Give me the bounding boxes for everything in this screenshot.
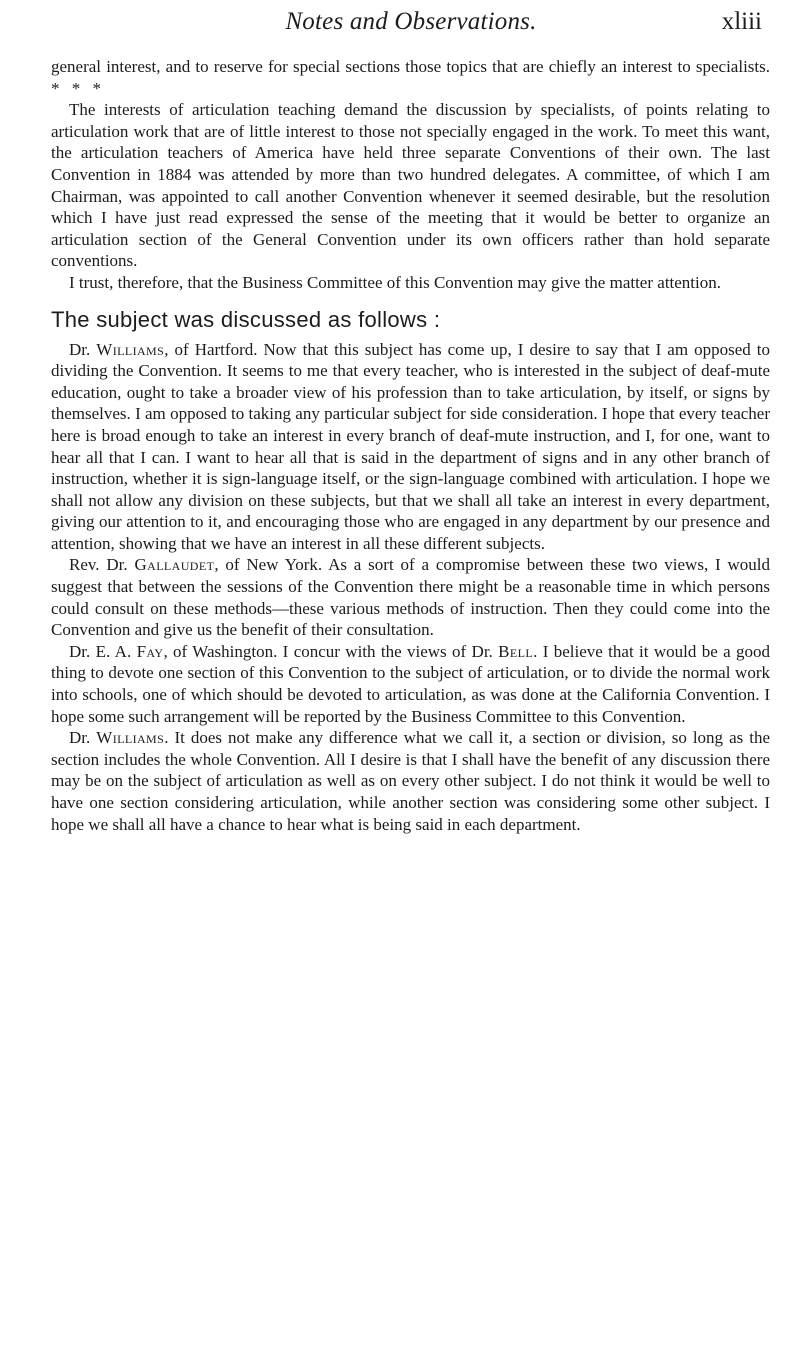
speaker-prefix: Dr.	[69, 339, 97, 359]
speaker-name: Williams	[96, 339, 165, 359]
speaker-name: Fay	[136, 641, 164, 661]
speaker-prefix: Dr.	[69, 728, 97, 748]
body-text	[51, 56, 770, 835]
speaker-reference: Bell	[498, 641, 534, 661]
running-title: Notes and Observations.	[285, 8, 537, 35]
speech-fay	[51, 641, 770, 727]
speech-text: . It does not make any difference what we call it, a section or division, so long as the section includes the whole Convention. All I desire is that I shall have the benefit of any discussion there may be on the subject of articulation as well as on every other subject. I do not think it would be well to have one section considering articulation, while another section was considering some other subject. I hope we shall all have a chance to hear what is being said in each department.	[51, 728, 770, 834]
speech-williams-2	[51, 727, 770, 835]
page-header	[60, 4, 762, 44]
speech-gallaudet	[51, 554, 770, 640]
speech-text: , of Washington. I concur with the views of Dr. Bell. I believe that it would be a good thing to devote one section of this Convention to the subject of articulation, or to divide the normal work into schools, one of which should be devoted to articulation, as was done at the California Convention. I hope some such arrangement will be reported by the Business Committee to this Convention.	[51, 641, 771, 726]
paragraph-continuation	[51, 56, 770, 99]
speaker-prefix: Dr. E. A.	[69, 641, 137, 661]
speaker-name: Williams	[96, 728, 165, 748]
speech-williams-1	[51, 339, 770, 555]
paragraph-articulation-interests: The interests of articulation teaching demand the discussion by specialists, of points relating to articulation work that are of little interest to those not specially engaged in the work. To meet this want, the articulation teachers of America have held three separate Conventions of their own. The last Convention in 1884 was attended by more than two hundred delegates. A committee, of which I am Chairman, was appointed to call another Convention whenever it seemed desirable, but the resolution which I have just read expressed the sense of the meeting that it would be better to organize an articulation section of the General Convention under its own officers rather than hold separate conventions.	[51, 100, 770, 271]
speech-text: , of New York. As a sort of a compromise between these two views, I would suggest that between the sessions of the Convention there might be a reasonable time in which persons could consult on these methods—these various methods of instruction. Then they could come into the Convention and give us the benefit of their consultation.	[51, 555, 771, 640]
paragraph-text: general interest, and to reserve for special sections those topics that are chiefly an interest to specialists.	[51, 57, 770, 76]
section-heading: The subject was discussed as follows :	[51, 306, 441, 332]
ellipsis-stars: * * *	[51, 78, 105, 98]
speaker-name: Gallaudet	[134, 555, 215, 575]
paragraph-business-committee: I trust, therefore, that the Business Committee of this Convention may give the matter attention.	[69, 272, 722, 292]
speaker-prefix: Rev. Dr.	[69, 555, 135, 575]
page-number: xliii	[721, 8, 762, 35]
speech-text: , of Hartford. Now that this subject has come up, I desire to say that I am opposed to dividing the Convention. It seems to me that every teacher, who is interested in the subject of deaf-mute education, ought to take a broader view of his profession than to take articulation, by itself, or signs by themselves. I am opposed to taking any particular subject for side consideration. I hope that every teacher here is broad enough to take an interest in every branch of deaf-mute instruction, and I, for one, want to hear all that I can. I want to hear all that is said in the department of signs and in any other branch of instruction, whether it is sign-language itself, or the sign-language combined with articulation. I hope we shall not allow any division on these subjects, but that we shall all take an interest in every department, giving our attention to it, and encouraging those who are engaged in any department by our presence and attention, showing that we have an interest in all these different subjects.	[51, 339, 771, 553]
